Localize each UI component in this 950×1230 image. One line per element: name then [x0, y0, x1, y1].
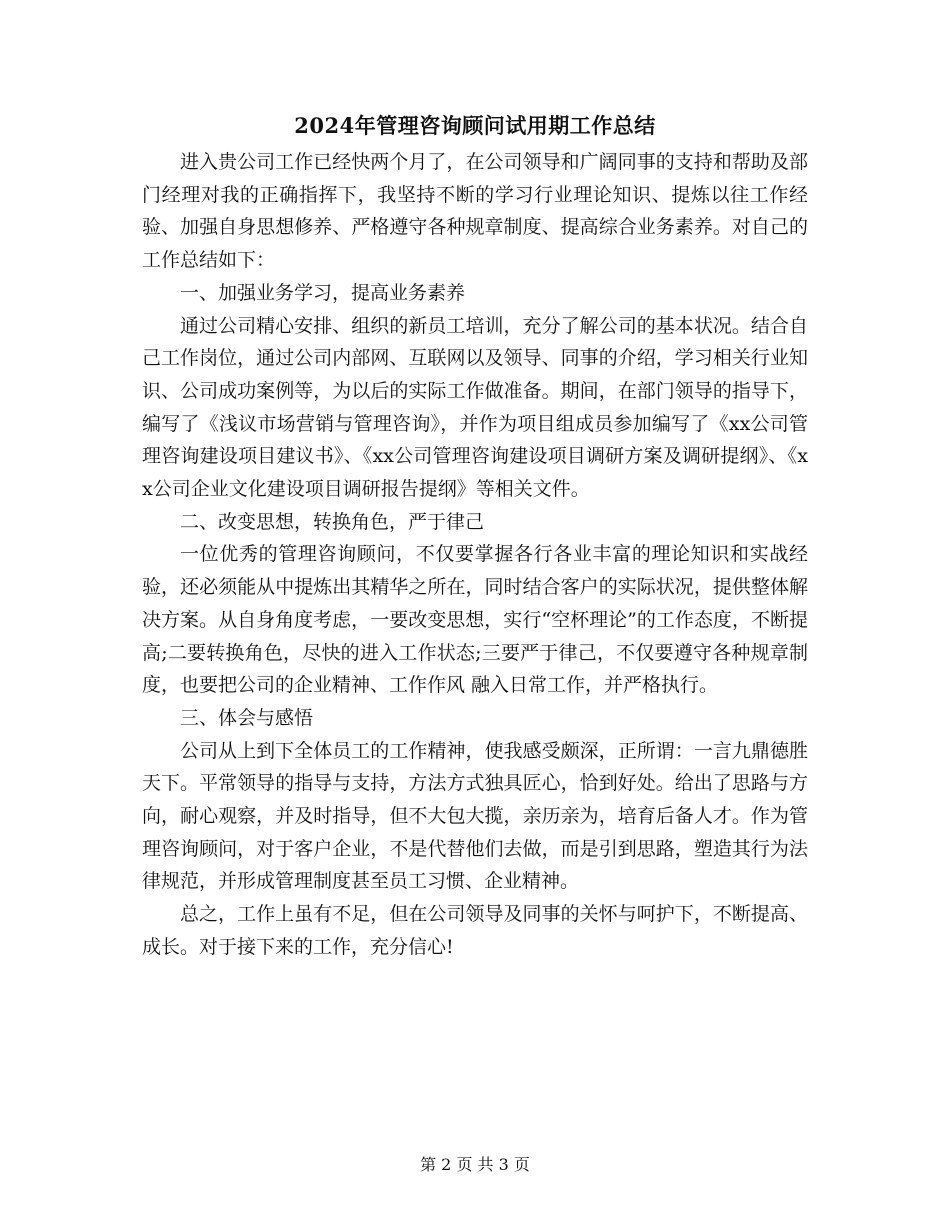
paragraph-conclusion: 总之，工作上虽有不足，但在公司领导及同事的关怀与呵护下，不断提高、成长。对于接下来的工作，充分信心! [142, 903, 808, 958]
paragraph-section-2: 一位优秀的管理咨询顾问，不仅要掌握各行各业丰富的理论知识和实战经验，还必须能从中提炼出其精华之所在，同时结合客户的实际状况，提供整体解决方案。从自身角度考虑，一要改变思想，实行“空杯理论”的工作态度，不断提高;二要转换角色，尽快的进入工作状态;三要严于律己，不仅要遵守各种规章制度，也要把公司的企业精神、工作作风 融入日常工作，并严格执行。 [142, 543, 808, 697]
paragraph-intro: 进入贵公司工作已经快两个月了，在公司领导和广阔同事的支持和帮助及部门经理对我的正确指挥下，我坚持不断的学习行业理论知识、提炼以往工作经验、加强自身思想修养、严格遵守各种规章制度、提高综合业务素养。对自己的工作总结如下： [142, 151, 808, 272]
section-heading-2: 二、改变思想，转换角色，严于律己 [180, 510, 485, 533]
page-number-footer: 第 2 页 共 3 页 [420, 1155, 530, 1174]
paragraph-section-3: 公司从上到下全体员工的工作精神，使我感受颇深，正所谓：一言九鼎德胜天下。平常领导的指导与支持，方法方式独具匠心，恰到好处。给出了思路与方向，耐心观察，并及时指导，但不大包大揽，亲历亲为，培育后备人才。作为管理咨询顾问，对于客户企业，不是代替他们去做，而是引到思路，塑造其行为法律规范，并形成管理制度甚至员工习惯、企业精神。 [142, 739, 808, 893]
paragraph-section-1: 通过公司精心安排、组织的新员工培训，充分了解公司的基本状况。结合自己工作岗位，通过公司内部网、互联网以及领导、同事的介绍，学习相关行业知识、公司成功案例等，为以后的实际工作做准备。期间，在部门领导的指导下，编写了《浅议市场营销与管理咨询》，并作为项目组成员参加编写了《xx公司管理咨询建设项目建议书》、《xx公司管理咨询建设项目调研方案及调研提纲》、《xx公司企业文化建设项目调研报告提纲》等相关文件。 [142, 314, 808, 501]
section-heading-3: 三、体会与感悟 [180, 706, 314, 729]
document-body [142, 146, 808, 964]
document-title: 2024年管理咨询顾问试用期工作总结 [294, 113, 656, 138]
section-heading-1: 一、加强业务学习，提高业务素养 [180, 281, 466, 304]
